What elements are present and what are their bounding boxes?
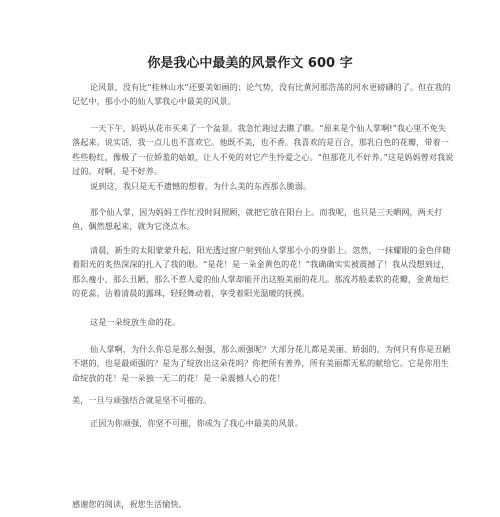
paragraph-2: 一天下午，妈妈从花市买来了一个盆景。我急忙跑过去瞧了瞧。“原来是个仙人掌啊!”我心里不免失落起来。说实话，我一点儿也不喜欢它。他既不美，也不香。我喜欢的是百合，那乳白色的花瓣，带着一些些粉红，像极了一位娇羞的姑娘，让人不免的对它产生怜爱之心。“但那花儿不好养。”这是妈妈曾对我说过的。对啊，是不好养。 <box>72 123 454 177</box>
paragraph-4: 那个仙人掌，因为妈妈工作忙没时间照顾，就把它放在阳台上。而我呢，也只是三天晒网，两天打鱼，偶然想起来，就为它浇点水。 <box>72 207 443 232</box>
document-title: 你是我心中最美的风景作文 600 字 <box>147 56 353 71</box>
paragraph-7: 仙人掌啊，为什么你总是那么倔强，那么顽强呢？大部分花儿都是美丽、娇弱的，为何只有你是丑陋不堪的，也是最顽强的？是为了绽放出这朵花吗？你把所有普养，所有美丽都无私的献给它。它是你用生命绽放的花！是一朵独一无二的花！是一朵震撼人心的花！ <box>72 344 451 383</box>
paragraph-8: 美，一旦与顽强结合就是坚不可摧的。 <box>72 395 212 405</box>
paragraph-6: 这是一朵绽放生命的花。 <box>90 317 181 327</box>
paragraph-9: 正因为你顽强，你坚不可摧，你成为了我心中最美的风景。 <box>90 418 304 428</box>
paragraph-1: 论风景，没有比“桂林山水”还要美如画的；论气势，没有比黄河那浩荡的河水更磅礴的了。但在我的记忆中，那小小的仙人掌我心中最美的风景。 <box>72 82 451 107</box>
paragraph-3: 说到这，我只是无不遗憾的想着。为什么美的东西那么脆弱。 <box>90 181 312 191</box>
closing-line: 感谢您的阅读，祝您生活愉快。 <box>72 499 187 509</box>
paragraph-5: 清晨，新生的太阳蒙蒙升起，阳光透过窗户射到仙人掌那小小的身影上。忽然，一抹耀眼的金色伴随着阳光的炙热深深的扎入了我的眼。“是花！是一朵金黄色的花！”我确确实实被震撼了！我从没想到过，那么瘦小，那么丑陋，那么不惹人爱的仙人掌却能开出这般美丽的花儿。那流苏般柔软的花瓣，金黄灿烂的花蕊，沾着清晨的露珠，轻轻舞动着，享受着阳光温暖的抚摸。 <box>72 245 451 299</box>
